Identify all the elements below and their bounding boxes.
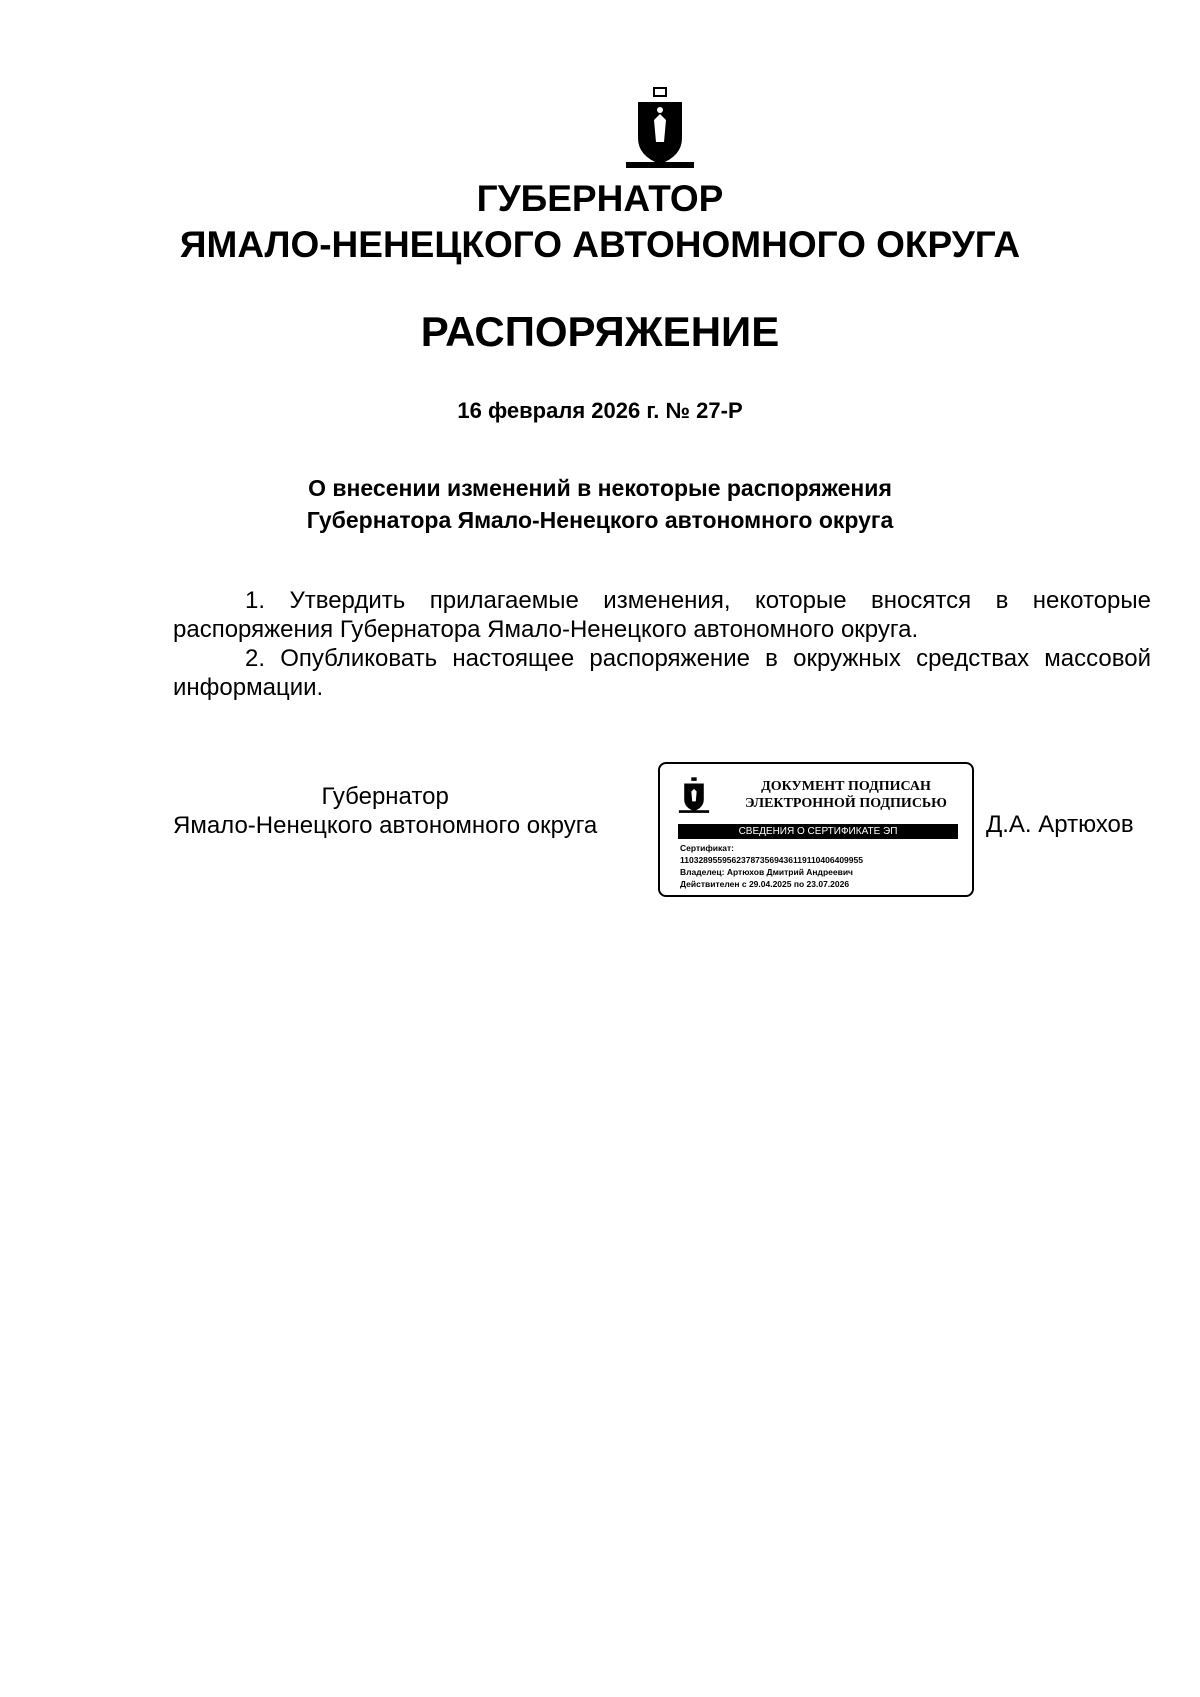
signatory-position <box>173 782 597 840</box>
subject-line2: Губернатора Ямало-Ненецкого автономного округа <box>306 507 894 533</box>
date-number: 16 февраля 2026 г. № 27-Р <box>457 398 743 423</box>
certificate-details <box>680 842 863 890</box>
cert-owner: Владелец: Артюхов Дмитрий Андреевич <box>680 867 853 877</box>
issuer-title-line1: ГУБЕРНАТОР <box>476 178 724 219</box>
paragraph: 2. Опубликовать настоящее распоряжение в окружных средствах массовой информации. <box>173 645 1151 701</box>
paragraph: 1. Утвердить прилагаемые изменения, которые вносятся в некоторые распоряжения Губернатора Ямало-Ненецкого автономного округа. <box>173 587 1151 643</box>
stamp-title-line2: ЭЛЕКТРОННОЙ ПОДПИСЬЮ <box>745 796 947 811</box>
signatory-name: Д.А. Артюхов <box>986 811 1134 838</box>
document-subject <box>0 472 1200 536</box>
subject-line1: О внесении изменений в некоторые распоряжения <box>308 475 892 501</box>
cert-label: Сертификат: <box>680 843 734 853</box>
document-body <box>173 586 1151 702</box>
electronic-signature-stamp <box>658 762 974 897</box>
coat-of-arms-emblem <box>624 86 696 174</box>
cert-validity: Действителен с 29.04.2025 по 23.07.2026 <box>680 879 850 889</box>
stamp-title <box>730 778 962 812</box>
cert-number: 110328955956237873569436119110406409955 <box>680 855 863 865</box>
document-type: РАСПОРЯЖЕНИЕ <box>420 308 780 355</box>
position-line1: Губернатор <box>321 783 449 810</box>
certificate-info-bar: СВЕДЕНИЯ О СЕРТИФИКАТЕ ЭП <box>678 824 958 839</box>
stamp-emblem-icon <box>678 776 710 816</box>
stamp-title-line1: ДОКУМЕНТ ПОДПИСАН <box>761 779 931 794</box>
issuer-heading <box>0 176 1200 268</box>
issuer-title-line2: ЯМАЛО-НЕНЕЦКОГО АВТОНОМНОГО ОКРУГА <box>179 224 1021 265</box>
position-line2: Ямало-Ненецкого автономного округа <box>173 812 598 839</box>
